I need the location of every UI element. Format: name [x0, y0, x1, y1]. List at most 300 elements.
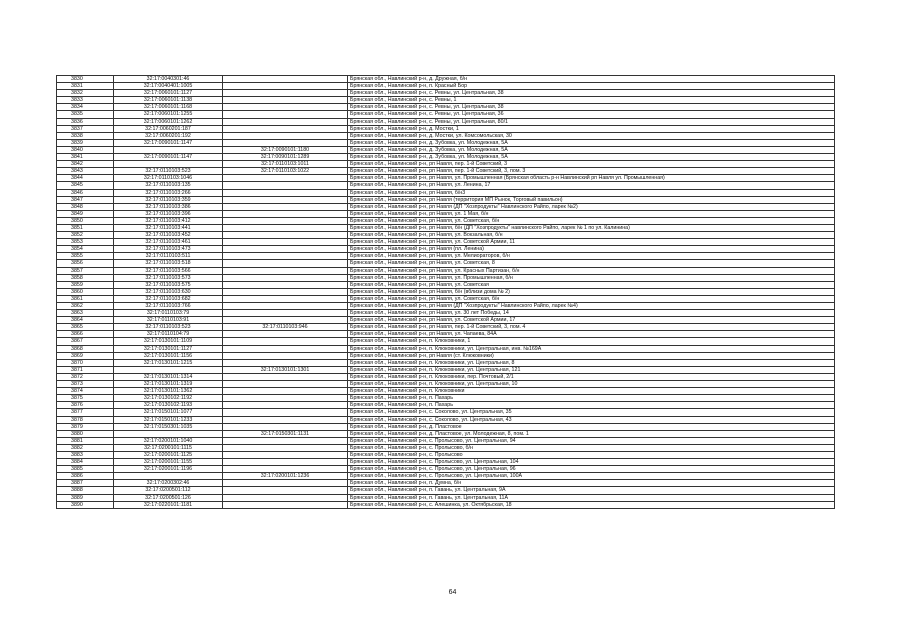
cadastral-number-cell — [114, 146, 223, 153]
cadastral-number-cell: 32:17:0200101:1196 — [114, 466, 223, 473]
address-cell: Брянская обл., Навлинский р-н, с. Ревны, ул. Центральная, 38 — [348, 90, 835, 97]
building-cadastral-number-cell — [223, 352, 348, 359]
row-number-cell: 3847 — [57, 196, 114, 203]
cadastral-number-cell: 32:17:0130102:1192 — [114, 395, 223, 402]
row-number-cell: 3849 — [57, 210, 114, 217]
row-number-cell: 3852 — [57, 232, 114, 239]
building-cadastral-number-cell — [223, 239, 348, 246]
table-row — [57, 146, 835, 153]
address-cell: Брянская обл., Навлинский р-н, рп Навля, ул. Мелиораторов, б/н — [348, 253, 835, 260]
row-number-cell: 3846 — [57, 189, 114, 196]
address-cell: Брянская обл., Навлинский р-н, д. Дружная, б/н — [348, 76, 835, 83]
table-row — [57, 381, 835, 388]
cadastral-number-cell: 32:17:0130102:1193 — [114, 402, 223, 409]
table-row — [57, 338, 835, 345]
cadastral-number-cell: 32:17:0110103:1046 — [114, 175, 223, 182]
cadastral-number-cell: 32:17:0110103:766 — [114, 303, 223, 310]
row-number-cell: 3848 — [57, 203, 114, 210]
row-number-cell: 3879 — [57, 423, 114, 430]
table-row — [57, 359, 835, 366]
row-number-cell: 3845 — [57, 182, 114, 189]
row-number-cell: 3863 — [57, 310, 114, 317]
address-cell: Брянская обл., Навлинский р-н, д. Зубовка, ул. Молодежная, 5А — [348, 154, 835, 161]
address-cell: Брянская обл., Навлинский р-н, п. Клюковники, ул. Центральная, 8 — [348, 359, 835, 366]
address-cell: Брянская обл., Навлинский р-н, рп Навля, ул. Советской Армии, 11 — [348, 239, 835, 246]
address-cell: Брянская обл., Навлинский р-н, п. Пахарь — [348, 395, 835, 402]
table-row — [57, 154, 835, 161]
row-number-cell: 3842 — [57, 161, 114, 168]
building-cadastral-number-cell — [223, 232, 348, 239]
building-cadastral-number-cell — [223, 466, 348, 473]
building-cadastral-number-cell — [223, 76, 348, 83]
table-row — [57, 189, 835, 196]
building-cadastral-number-cell — [223, 260, 348, 267]
row-number-cell: 3857 — [57, 267, 114, 274]
address-cell: Брянская обл., Навлинский р-н, п. Клюковники, 1 — [348, 338, 835, 345]
address-cell: Брянская обл., Навлинский р-н, рп Навля, ул. Советская, 8 — [348, 260, 835, 267]
row-number-cell: 3850 — [57, 217, 114, 224]
building-cadastral-number-cell — [223, 224, 348, 231]
row-number-cell: 3874 — [57, 388, 114, 395]
building-cadastral-number-cell — [223, 359, 348, 366]
address-cell: Брянская обл., Навлинский р-н, п. Думна, б/н — [348, 480, 835, 487]
address-cell: Брянская обл., Навлинский р-н, с. Алешинка, ул. Октябрьская, 18 — [348, 501, 835, 508]
building-cadastral-number-cell — [223, 310, 348, 317]
building-cadastral-number-cell: 32:17:0150301:1131 — [223, 430, 348, 437]
building-cadastral-number-cell: 32:17:0110103:1022 — [223, 168, 348, 175]
cadastral-number-cell: 32:17:0110103:523 — [114, 168, 223, 175]
table-row — [57, 203, 835, 210]
building-cadastral-number-cell — [223, 395, 348, 402]
cadastral-number-cell — [114, 366, 223, 373]
row-number-cell: 3832 — [57, 90, 114, 97]
row-number-cell: 3881 — [57, 437, 114, 444]
row-number-cell: 3839 — [57, 139, 114, 146]
row-number-cell: 3843 — [57, 168, 114, 175]
building-cadastral-number-cell — [223, 437, 348, 444]
address-cell: Брянская обл., Навлинский р-н, рп Навля, ул. 1 Мая, б/н — [348, 210, 835, 217]
table-row — [57, 473, 835, 480]
building-cadastral-number-cell — [223, 480, 348, 487]
address-cell: Брянская обл., Навлинский р-н, рп Навля, б/н3 — [348, 189, 835, 196]
building-cadastral-number-cell: 32:17:0110103:1011 — [223, 161, 348, 168]
building-cadastral-number-cell — [223, 388, 348, 395]
cadastral-number-cell — [114, 161, 223, 168]
address-cell: Брянская обл., Навлинский р-н, д. Зубовка, ул. Молодежная, 5А — [348, 139, 835, 146]
building-cadastral-number-cell — [223, 104, 348, 111]
address-cell: Брянская обл., Навлинский р-н, с. Ревны, ул. Центральная, 36 — [348, 111, 835, 118]
address-cell: Брянская обл., Навлинский р-н, с. Пролысово, ул. Центральная, 94 — [348, 437, 835, 444]
building-cadastral-number-cell — [223, 189, 348, 196]
address-cell: Брянская обл., Навлинский р-н, рп Навля, ул. Советская — [348, 281, 835, 288]
row-number-cell: 3835 — [57, 111, 114, 118]
cadastral-number-cell: 32:17:0110103:396 — [114, 210, 223, 217]
table-row — [57, 373, 835, 380]
cadastral-number-cell: 32:17:0220101:1181 — [114, 501, 223, 508]
address-cell: Брянская обл., Навлинский р-н, д. Пластовое, ул. Молодежная, 8, пом. 1 — [348, 430, 835, 437]
cadastral-number-cell: 32:17:0110103:386 — [114, 203, 223, 210]
building-cadastral-number-cell — [223, 97, 348, 104]
table-row — [57, 295, 835, 302]
building-cadastral-number-cell — [223, 373, 348, 380]
table-row — [57, 224, 835, 231]
building-cadastral-number-cell — [223, 203, 348, 210]
row-number-cell: 3866 — [57, 331, 114, 338]
table-row — [57, 352, 835, 359]
building-cadastral-number-cell — [223, 331, 348, 338]
table-row — [57, 260, 835, 267]
row-number-cell: 3884 — [57, 459, 114, 466]
building-cadastral-number-cell — [223, 295, 348, 302]
address-cell: Брянская обл., Навлинский р-н, рп Навля (ст. Клюковники) — [348, 352, 835, 359]
address-cell: Брянская обл., Навлинский р-н, рп Навля, б/н (ДП "Хозпродукты" навлинского Райпо, ларек № 1 по ул. Калинина) — [348, 224, 835, 231]
cadastral-number-cell: 32:17:0130101:1314 — [114, 373, 223, 380]
building-cadastral-number-cell — [223, 494, 348, 501]
row-number-cell: 3864 — [57, 317, 114, 324]
cadastral-number-cell: 32:17:0130101:1215 — [114, 359, 223, 366]
row-number-cell: 3836 — [57, 118, 114, 125]
table-row — [57, 466, 835, 473]
table-row — [57, 366, 835, 373]
cadastral-number-cell: 32:17:0200101:1040 — [114, 437, 223, 444]
building-cadastral-number-cell — [223, 303, 348, 310]
table-row — [57, 423, 835, 430]
building-cadastral-number-cell: 32:17:0110103:946 — [223, 324, 348, 331]
cadastral-number-cell: 32:17:0110103:575 — [114, 281, 223, 288]
table-row — [57, 104, 835, 111]
row-number-cell: 3840 — [57, 146, 114, 153]
cadastral-number-cell: 32:17:0060101:1255 — [114, 111, 223, 118]
address-cell: Брянская обл., Навлинский р-н, рп Навля, пер. 1-й Советский, 3, пом. 4 — [348, 324, 835, 331]
cadastral-number-cell: 32:17:0130101:1319 — [114, 381, 223, 388]
building-cadastral-number-cell — [223, 111, 348, 118]
table-row — [57, 111, 835, 118]
address-cell: Брянская обл., Навлинский р-н, рп Навля, ул. Советская, б/н — [348, 217, 835, 224]
cadastral-number-cell: 32:17:0200501:126 — [114, 494, 223, 501]
row-number-cell: 3882 — [57, 444, 114, 451]
address-cell: Брянская обл., Навлинский р-н, с. Ревны, ул. Центральная, 80/1 — [348, 118, 835, 125]
row-number-cell: 3877 — [57, 409, 114, 416]
address-cell: Брянская обл., Навлинский р-н, рп Навля (ДП "Хозпродукты" Навлинского Райпо, ларек №2) — [348, 203, 835, 210]
row-number-cell: 3878 — [57, 416, 114, 423]
cadastral-number-cell: 32:17:0110103:135 — [114, 182, 223, 189]
address-cell: Брянская обл., Навлинский р-н, рп Навля, ул. Красных Партизан, б/н — [348, 267, 835, 274]
address-cell: Брянская обл., Навлинский р-н, рп Навля, ул. Вокзальная, б/н — [348, 232, 835, 239]
cadastral-number-cell: 32:17:0060101:1138 — [114, 97, 223, 104]
building-cadastral-number-cell — [223, 267, 348, 274]
address-cell: Брянская обл., Навлинский р-н, с. Ревны, 1 — [348, 97, 835, 104]
row-number-cell: 3890 — [57, 501, 114, 508]
table-row — [57, 76, 835, 83]
address-cell: Брянская обл., Навлинский р-н, п. Клюковники — [348, 388, 835, 395]
address-cell: Брянская обл., Навлинский р-н, д. Мостки, ул. Комсомольская, 30 — [348, 132, 835, 139]
row-number-cell: 3858 — [57, 274, 114, 281]
table-row — [57, 168, 835, 175]
building-cadastral-number-cell — [223, 210, 348, 217]
row-number-cell: 3830 — [57, 76, 114, 83]
building-cadastral-number-cell — [223, 125, 348, 132]
cadastral-number-cell: 32:17:0090101:1147 — [114, 154, 223, 161]
table-row — [57, 97, 835, 104]
table-row — [57, 388, 835, 395]
cadastral-number-cell: 32:17:0130101:1156 — [114, 352, 223, 359]
address-cell: Брянская обл., Навлинский р-н, рп Навля, ул. Советская, б/н — [348, 295, 835, 302]
row-number-cell: 3853 — [57, 239, 114, 246]
row-number-cell: 3831 — [57, 83, 114, 90]
address-cell: Брянская обл., Навлинский р-н, п. Гавань, ул. Центральная, 11А — [348, 494, 835, 501]
row-number-cell: 3844 — [57, 175, 114, 182]
table-row — [57, 402, 835, 409]
table-row — [57, 345, 835, 352]
table-row — [57, 395, 835, 402]
building-cadastral-number-cell: 32:17:0090101:1180 — [223, 146, 348, 153]
table-row — [57, 459, 835, 466]
address-cell: Брянская обл., Навлинский р-н, рп Навля (ДП "Хозпродукты" Навлинского Райпо, ларек №4) — [348, 303, 835, 310]
address-cell: Брянская обл., Навлинский р-н, рп Навля, пер. 1-й Советский, 3 — [348, 161, 835, 168]
cadastral-number-cell: 32:17:0060101:1127 — [114, 90, 223, 97]
address-cell: Брянская обл., Навлинский р-н, п. Пахарь — [348, 402, 835, 409]
cadastral-number-cell: 32:17:0060201:187 — [114, 125, 223, 132]
table-row — [57, 409, 835, 416]
building-cadastral-number-cell — [223, 423, 348, 430]
address-cell: Брянская обл., Навлинский р-н, рп Навля, ул. Чапаева, 84А — [348, 331, 835, 338]
address-cell: Брянская обл., Навлинский р-н, рп Навля, б/н (вблизи дома № 2) — [348, 288, 835, 295]
building-cadastral-number-cell — [223, 217, 348, 224]
address-cell: Брянская обл., Навлинский р-н, с. Пролысово, ул. Центральная, 104 — [348, 459, 835, 466]
cadastral-number-cell: 32:17:0110103:566 — [114, 267, 223, 274]
cadastral-number-cell: 32:17:0040401:1005 — [114, 83, 223, 90]
row-number-cell: 3856 — [57, 260, 114, 267]
row-number-cell: 3860 — [57, 288, 114, 295]
address-cell: Брянская обл., Навлинский р-н, рп Навля, ул. 30 лет Победы, 14 — [348, 310, 835, 317]
table-row — [57, 246, 835, 253]
row-number-cell: 3838 — [57, 132, 114, 139]
row-number-cell: 3859 — [57, 281, 114, 288]
address-cell: Брянская обл., Навлинский р-н, д. Пластовое — [348, 423, 835, 430]
row-number-cell: 3873 — [57, 381, 114, 388]
cadastral-number-cell: 32:17:0110103:266 — [114, 189, 223, 196]
table-row — [57, 324, 835, 331]
building-cadastral-number-cell: 32:17:0200101:1236 — [223, 473, 348, 480]
table-row — [57, 281, 835, 288]
cadastral-number-cell: 32:17:0060101:1262 — [114, 118, 223, 125]
cadastral-number-cell: 32:17:0110103:682 — [114, 295, 223, 302]
table-row — [57, 303, 835, 310]
address-cell: Брянская обл., Навлинский р-н, п. Гавань, ул. Центральная, 9А — [348, 487, 835, 494]
table-row — [57, 501, 835, 508]
table-row — [57, 430, 835, 437]
cadastral-number-cell: 32:17:0200101:1155 — [114, 459, 223, 466]
document-table-container — [56, 75, 834, 509]
cadastral-number-cell: 32:17:0200302:46 — [114, 480, 223, 487]
building-cadastral-number-cell — [223, 175, 348, 182]
cadastral-number-cell: 32:17:0110103:359 — [114, 196, 223, 203]
cadastral-number-cell: 32:17:0110103:441 — [114, 224, 223, 231]
table-row — [57, 274, 835, 281]
table-row — [57, 83, 835, 90]
building-cadastral-number-cell — [223, 253, 348, 260]
table-row — [57, 451, 835, 458]
building-cadastral-number-cell — [223, 246, 348, 253]
cadastral-number-cell: 32:17:0110104:79 — [114, 331, 223, 338]
building-cadastral-number-cell — [223, 132, 348, 139]
building-cadastral-number-cell: 32:17:0090101:1289 — [223, 154, 348, 161]
row-number-cell: 3869 — [57, 352, 114, 359]
address-cell: Брянская обл., Навлинский р-н, п. Клюковники, ул. Центральная, 10 — [348, 381, 835, 388]
address-cell: Брянская обл., Навлинский р-н, рп Навля (пл. Ленина) — [348, 246, 835, 253]
building-cadastral-number-cell — [223, 444, 348, 451]
row-number-cell: 3855 — [57, 253, 114, 260]
page-number: 64 — [448, 589, 457, 596]
row-number-cell: 3862 — [57, 303, 114, 310]
table-row — [57, 317, 835, 324]
cadastral-number-cell: 32:17:0200101:1115 — [114, 444, 223, 451]
row-number-cell: 3833 — [57, 97, 114, 104]
row-number-cell: 3837 — [57, 125, 114, 132]
cadastral-number-cell: 32:17:0110103:511 — [114, 253, 223, 260]
table-row — [57, 161, 835, 168]
address-cell: Брянская обл., Навлинский р-н, с. Ревны, ул. Центральная, 38 — [348, 104, 835, 111]
table-row — [57, 118, 835, 125]
building-cadastral-number-cell — [223, 317, 348, 324]
table-row — [57, 132, 835, 139]
address-cell: Брянская обл., Навлинский р-н, п. Клюковники, ул. Центральная, инв. №169А — [348, 345, 835, 352]
table-row — [57, 139, 835, 146]
building-cadastral-number-cell: 32:17:0130101:1301 — [223, 366, 348, 373]
cadastral-number-cell: 32:17:0060201:192 — [114, 132, 223, 139]
building-cadastral-number-cell — [223, 487, 348, 494]
table-row — [57, 239, 835, 246]
building-cadastral-number-cell — [223, 281, 348, 288]
table-row — [57, 416, 835, 423]
address-cell: Брянская обл., Навлинский р-н, с. Пролысово, ул. Центральная, 96 — [348, 466, 835, 473]
cadastral-number-cell: 32:17:0110103:452 — [114, 232, 223, 239]
building-cadastral-number-cell — [223, 83, 348, 90]
row-number-cell: 3854 — [57, 246, 114, 253]
address-cell: Брянская обл., Навлинский р-н, рп Навля, пер. 1-й Советский, 3, пом. 3 — [348, 168, 835, 175]
address-cell: Брянская обл., Навлинский р-н, п. Клюковники, ул. Центральная, 121 — [348, 366, 835, 373]
table-row — [57, 444, 835, 451]
table-row — [57, 232, 835, 239]
building-cadastral-number-cell — [223, 416, 348, 423]
table-row — [57, 480, 835, 487]
address-cell: Брянская обл., Навлинский р-н, рп Навля (территория МП Рынок, Торговый павильон) — [348, 196, 835, 203]
table-row — [57, 90, 835, 97]
row-number-cell: 3880 — [57, 430, 114, 437]
table-body — [57, 76, 835, 509]
table-row — [57, 288, 835, 295]
row-number-cell: 3872 — [57, 373, 114, 380]
cadastral-number-cell: 32:17:0060101:1168 — [114, 104, 223, 111]
row-number-cell: 3888 — [57, 487, 114, 494]
address-cell: Брянская обл., Навлинский р-н, рп Навля, ул. Промышленная, б/н — [348, 274, 835, 281]
address-cell: Брянская обл., Навлинский р-н, рп Навля, ул. Советской Армии, 17 — [348, 317, 835, 324]
address-cell: Брянская обл., Навлинский р-н, рп Навля, ул. Промышленная (Брянская область р-н Навлинский рп Навля ул. Промышленная) — [348, 175, 835, 182]
table-row — [57, 310, 835, 317]
building-cadastral-number-cell — [223, 182, 348, 189]
building-cadastral-number-cell — [223, 402, 348, 409]
cadastral-number-cell: 32:17:0110103:473 — [114, 246, 223, 253]
address-cell: Брянская обл., Навлинский р-н, с. Пролысово — [348, 451, 835, 458]
row-number-cell: 3871 — [57, 366, 114, 373]
table-row — [57, 331, 835, 338]
table-row — [57, 210, 835, 217]
table-row — [57, 217, 835, 224]
cadastral-number-cell — [114, 430, 223, 437]
cadastral-number-cell: 32:17:0150101:1077 — [114, 409, 223, 416]
row-number-cell: 3876 — [57, 402, 114, 409]
row-number-cell: 3883 — [57, 451, 114, 458]
cadastral-number-cell: 32:17:0110103:461 — [114, 239, 223, 246]
building-cadastral-number-cell — [223, 459, 348, 466]
row-number-cell: 3870 — [57, 359, 114, 366]
table-row — [57, 182, 835, 189]
cadastral-number-cell: 32:17:0110103:91 — [114, 317, 223, 324]
row-number-cell: 3868 — [57, 345, 114, 352]
cadastral-number-cell: 32:17:0130101:1109 — [114, 338, 223, 345]
cadastral-number-cell: 32:17:0110103:573 — [114, 274, 223, 281]
cadastral-number-cell: 32:17:0130101:1362 — [114, 388, 223, 395]
building-cadastral-number-cell — [223, 409, 348, 416]
address-cell: Брянская обл., Навлинский р-н, рп Навля, ул. Ленина, 17 — [348, 182, 835, 189]
building-cadastral-number-cell — [223, 501, 348, 508]
building-cadastral-number-cell — [223, 196, 348, 203]
cadastral-number-cell: 32:17:0110103:79 — [114, 310, 223, 317]
building-cadastral-number-cell — [223, 90, 348, 97]
row-number-cell: 3889 — [57, 494, 114, 501]
cadastral-number-cell: 32:17:0110103:630 — [114, 288, 223, 295]
row-number-cell: 3867 — [57, 338, 114, 345]
building-cadastral-number-cell — [223, 451, 348, 458]
building-cadastral-number-cell — [223, 274, 348, 281]
table-row — [57, 175, 835, 182]
row-number-cell: 3861 — [57, 295, 114, 302]
row-number-cell: 3841 — [57, 154, 114, 161]
cadastral-number-cell — [114, 473, 223, 480]
row-number-cell: 3875 — [57, 395, 114, 402]
row-number-cell: 3851 — [57, 224, 114, 231]
address-cell: Брянская обл., Навлинский р-н, д. Зубовка, ул. Молодежная, 5А — [348, 146, 835, 153]
address-cell: Брянская обл., Навлинский р-н, с. Соколово, ул. Центральная, 43 — [348, 416, 835, 423]
cadastral-number-cell: 32:17:0110103:412 — [114, 217, 223, 224]
cadastral-number-cell: 32:17:0200101:1125 — [114, 451, 223, 458]
table-row — [57, 253, 835, 260]
row-number-cell: 3885 — [57, 466, 114, 473]
cadastral-number-cell: 32:17:0110103:518 — [114, 260, 223, 267]
row-number-cell: 3886 — [57, 473, 114, 480]
building-cadastral-number-cell — [223, 338, 348, 345]
cadastral-number-cell: 32:17:0110103:523 — [114, 324, 223, 331]
cadastral-table — [56, 75, 835, 509]
table-row — [57, 437, 835, 444]
cadastral-number-cell: 32:17:0150301:1035 — [114, 423, 223, 430]
row-number-cell: 3834 — [57, 104, 114, 111]
building-cadastral-number-cell — [223, 381, 348, 388]
cadastral-number-cell: 32:17:0090101:1147 — [114, 139, 223, 146]
cadastral-number-cell: 32:17:0040301:46 — [114, 76, 223, 83]
table-row — [57, 196, 835, 203]
cadastral-number-cell: 32:17:0150101:1233 — [114, 416, 223, 423]
cadastral-number-cell: 32:17:0200501:112 — [114, 487, 223, 494]
address-cell: Брянская обл., Навлинский р-н, д. Мостки, 1 — [348, 125, 835, 132]
table-row — [57, 267, 835, 274]
row-number-cell: 3865 — [57, 324, 114, 331]
cadastral-number-cell: 32:17:0130101:1127 — [114, 345, 223, 352]
table-row — [57, 125, 835, 132]
address-cell: Брянская обл., Навлинский р-н, п. Красный Бор — [348, 83, 835, 90]
address-cell: Брянская обл., Навлинский р-н, с. Пролысово, ул. Центральная, 100А — [348, 473, 835, 480]
row-number-cell: 3887 — [57, 480, 114, 487]
